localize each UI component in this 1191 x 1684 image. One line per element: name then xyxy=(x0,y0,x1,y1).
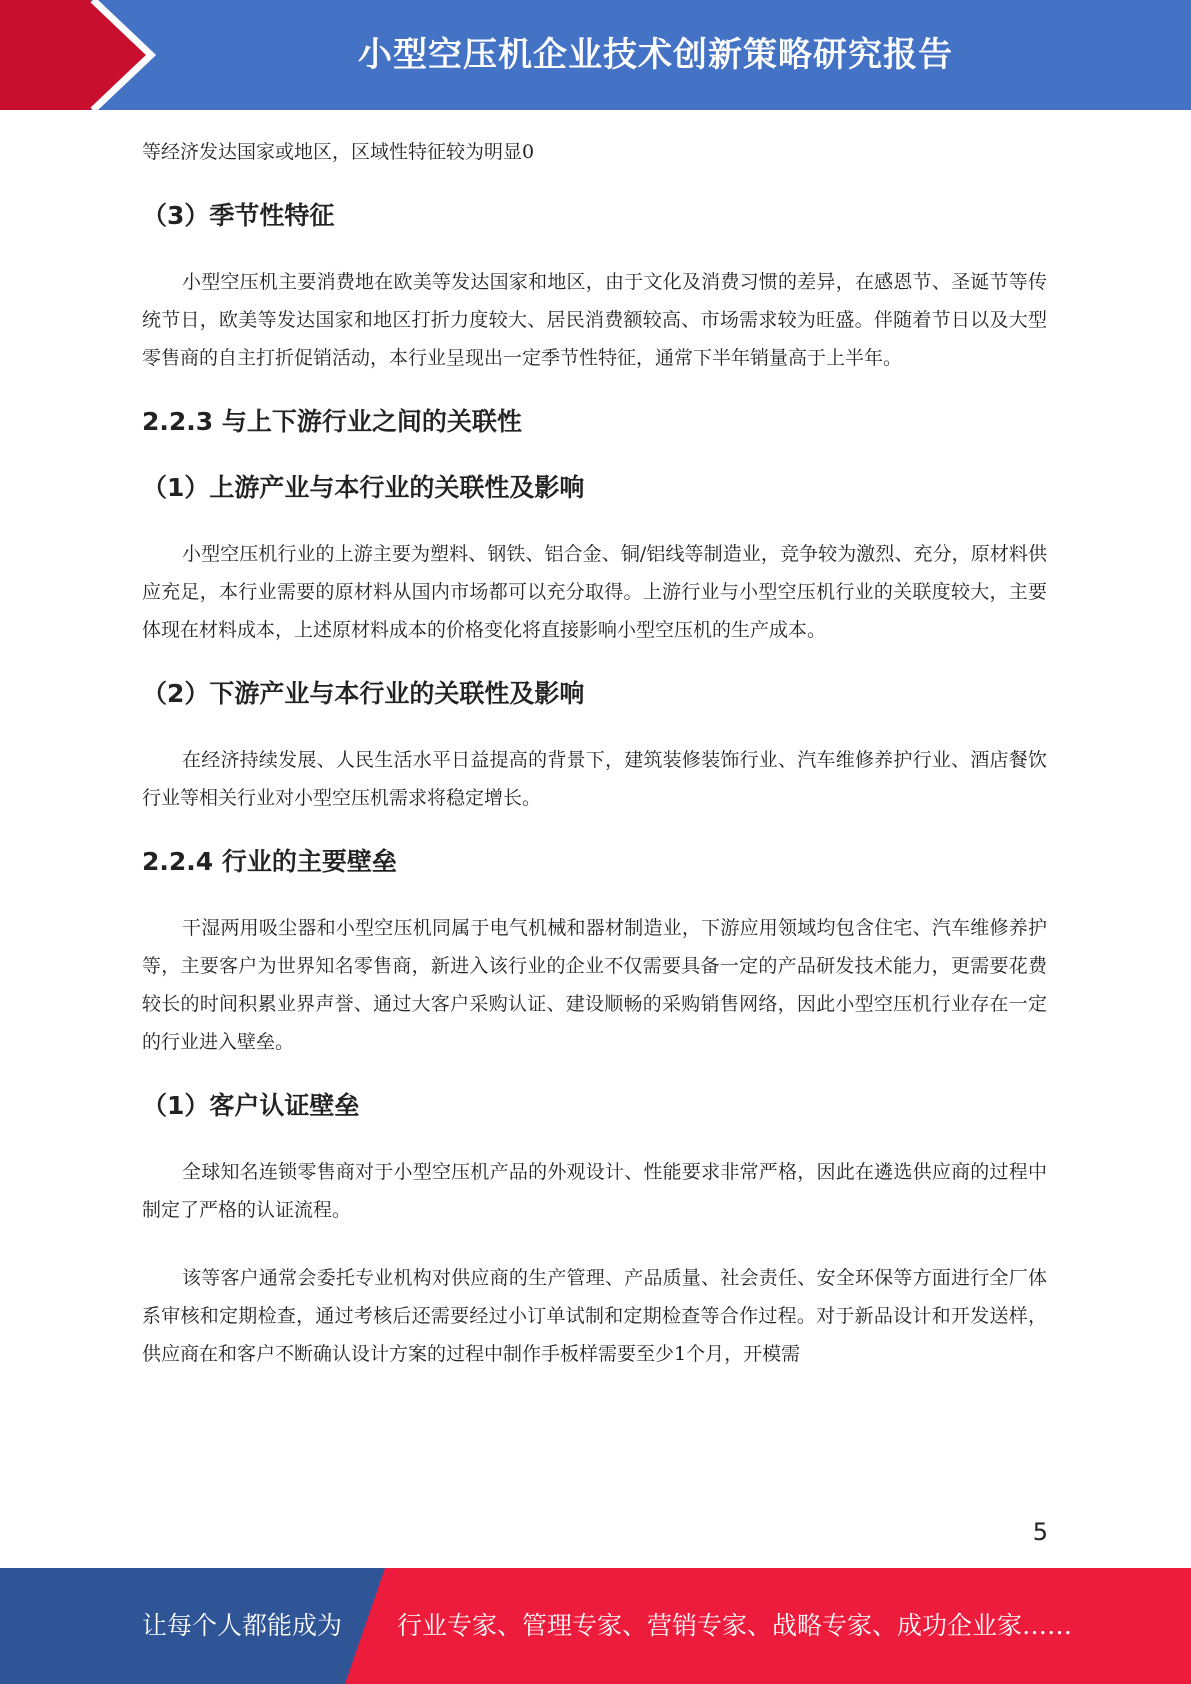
body-paragraph: 小型空压机行业的上游主要为塑料、钢铁、铝合金、铜/铝线等制造业，竞争较为激烈、充分，原材料供应充足，本行业需要的原材料从国内市场都可以充分取得。上游行业与小型空压机行业的关联度较大，主要体现在材料成本，上述原材料成本的价格变化将直接影响小型空压机的生产成本。 xyxy=(142,543,1047,641)
subsection-heading: （1）上游产业与本行业的关联性及影响 xyxy=(142,473,585,502)
body-paragraph: 该等客户通常会委托专业机构对供应商的生产管理、产品质量、社会责任、安全环保等方面进行全厂体系审核和定期检查，通过考核后还需要经过小订单试制和定期检查等合作过程。对于新品设计和开发送样，供应商在和客户不断确认设计方案的过程中制作手板样需要至少1个月，开模需 xyxy=(142,1267,1047,1365)
subsection-heading: （3）季节性特征 xyxy=(142,201,335,230)
page-footer xyxy=(0,1568,1191,1684)
page-content xyxy=(142,133,1047,1373)
subsection-heading: （2）下游产业与本行业的关联性及影响 xyxy=(142,679,585,708)
page-number: 5 xyxy=(1032,1518,1048,1546)
section-heading: 2.2.4 行业的主要壁垒 xyxy=(142,847,397,876)
page-header xyxy=(0,0,1191,110)
document-title: 小型空压机企业技术创新策略研究报告 xyxy=(358,35,953,75)
header-arrow-graphic xyxy=(0,0,160,110)
section-heading: 2.2.3 与上下游行业之间的关联性 xyxy=(142,407,522,436)
body-paragraph: 小型空压机主要消费地在欧美等发达国家和地区，由于文化及消费习惯的差异，在感恩节、圣诞节等传统节日，欧美等发达国家和地区打折力度较大、居民消费额较高、市场需求较为旺盛。伴随着节日以及大型零售商的自主打折促销活动，本行业呈现出一定季节性特征，通常下半年销量高于上半年。 xyxy=(142,271,1047,369)
header-red-arrow xyxy=(0,0,148,110)
body-paragraph: 干湿两用吸尘器和小型空压机同属于电气机械和器材制造业，下游应用领域均包含住宅、汽车维修养护等，主要客户为世界知名零售商，新进入该行业的企业不仅需要具备一定的产品研发技术能力，更需要花费较长的时间积累业界声誉、通过大客户采购认证、建设顺畅的采购销售网络，因此小型空压机行业存在一定的行业进入壁垒。 xyxy=(142,917,1047,1053)
footer-slogan-left: 让每个人都能成为 xyxy=(142,1611,343,1640)
body-paragraph: 等经济发达国家或地区，区域性特征较为明显0 xyxy=(142,141,535,163)
body-paragraph: 在经济持续发展、人民生活水平日益提高的背景下，建筑装修装饰行业、汽车维修养护行业、酒店餐饮行业等相关行业对小型空压机需求将稳定增长。 xyxy=(142,749,1047,809)
body-paragraph: 全球知名连锁零售商对于小型空压机产品的外观设计、性能要求非常严格，因此在遴选供应商的过程中制定了严格的认证流程。 xyxy=(142,1161,1047,1221)
footer-slogan-right: 行业专家、管理专家、营销专家、战略专家、成功企业家…… xyxy=(397,1611,1073,1640)
subsection-heading: （1）客户认证壁垒 xyxy=(142,1091,360,1120)
